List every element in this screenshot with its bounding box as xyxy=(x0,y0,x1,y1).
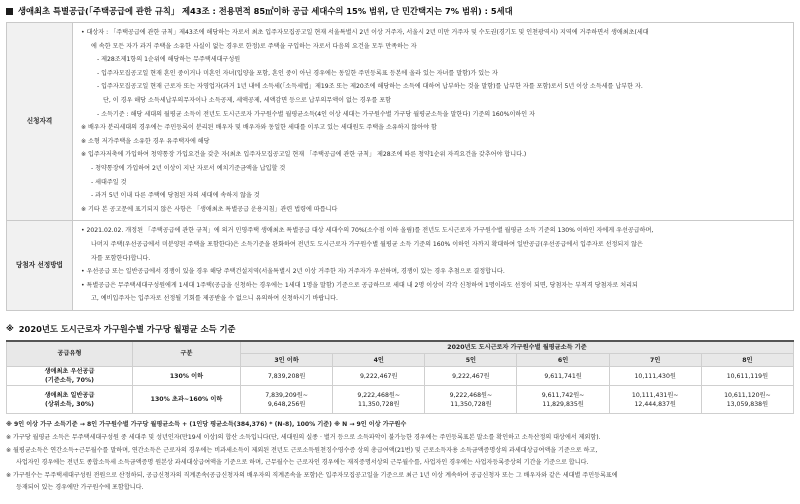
qual-line: - 청약통장에 가입하여 2년 이상이 지난 자로서 예치기준금액을 납입할 것 xyxy=(91,164,286,172)
income-type-cell xyxy=(7,367,133,386)
sel-line: 나머지 주택(우선공급에서 미분양된 주택을 포함한다)은 소득기준을 완화하여 전년도 도시근로자 가구원수별 월평균 소득 기준의 160% 이하인 자까지 확대하여 일반공급(우선공급에서 입주자로 선정되지 않은 xyxy=(91,240,643,248)
income-value: 9,611,741원 xyxy=(544,372,582,380)
income-value: 11,350,728원 xyxy=(450,400,492,408)
income-col-criterion: 구분 xyxy=(133,341,241,367)
sel-line: • 특별공급은 무주택세대구성원에게 1세대 1주택(공급을 신청하는 경우에는 1세대 1명을 말함) 기준으로 공급하므로 세대 내 2명 이상이 각각 신청하여 1명이라도 선정이 되면, 당첨자는 부적격 당첨자로 처리되 xyxy=(81,281,638,289)
qual-line: ※ 배우자 분리세대의 경우에는 주민등록이 분리된 배우자 및 배우자와 동일한 세대를 이루고 있는 세대원도 주택을 소유하지 않아야 함 xyxy=(81,124,437,132)
income-row-priority xyxy=(7,367,794,386)
income-value: 7,839,208원 xyxy=(267,372,306,380)
qual-line: ※ 소형 저가주택을 소유한 경우 유주택자에 해당 xyxy=(81,137,210,145)
square-bullet-icon xyxy=(6,8,13,15)
sel-line: • 2021.02.02. 개정된 「주택공급에 관한 규칙」에 의거 민영주택 생애최초 특별공급 대상 세대수의 70%(소수점 이하 올림)를 전년도 도시근로자 가구원수별 월평균 소득 기준의 130% 이하인 자에게 우선공급하며, xyxy=(81,227,654,235)
qual-line: 에 속한 모든 자가 과거 주택을 소유한 사실이 없는 경우로 한정)로 주택을 구입하는 자로서 다음의 요건을 모두 만족하는 자 xyxy=(91,42,417,50)
income-value: 9,222,467원 xyxy=(360,372,398,380)
income-row-general xyxy=(7,386,794,414)
income-type-line: (상위소득, 30%) xyxy=(45,400,94,408)
income-value: 11,829,835원 xyxy=(542,400,584,408)
income-value: 10,611,119원 xyxy=(726,372,769,380)
income-col-group: 2020년도 도시근로자 가구원수별 월평균소득 기준 xyxy=(241,341,794,354)
income-value: 13,059,838원 xyxy=(726,400,769,408)
qualification-body xyxy=(73,23,794,221)
qualification-table xyxy=(6,22,794,311)
qual-line: - 세대주일 것 xyxy=(91,178,127,186)
income-value: 9,648,256원 xyxy=(267,400,306,408)
income-value-cell xyxy=(609,367,701,386)
income-value: 10,111,430원 xyxy=(634,372,676,380)
income-member-header: 5인 xyxy=(425,354,517,367)
note-line: ※ 가구원수는 무주택세대구성원 전원으로 산정하되, 공급신청자의 직계존속(공급신청자의 배우자의 직계존속을 포함)은 입주자모집공고일을 기준으로 최근 1년 이상 계속하여 공급신청자 또는 그 배우자와 같은 세대별 주민등록표에 xyxy=(6,471,618,479)
income-value: 10,111,431원~ xyxy=(631,391,679,399)
selection-header: 당첨자 선정방법 xyxy=(7,221,73,311)
income-value: 9,222,468원~ xyxy=(449,391,493,399)
income-value: 10,611,120원~ xyxy=(724,391,771,399)
income-title-text: 2020년도 도시근로자 가구원수별 가구당 월평균 소득 기준 xyxy=(18,323,236,334)
qual-line: - 소득기준 : 해당 세대의 월평균 소득이 전년도 도시근로자 가구원수별 월평균소득(4인 이상 세대는 가구원수별 가구당 월평균소득을 말한다) 기준의 160%이하인 자 xyxy=(97,110,535,118)
income-value-cell xyxy=(701,386,793,414)
selection-row xyxy=(7,221,794,311)
qualification-row xyxy=(7,23,794,221)
income-value-cell xyxy=(517,367,609,386)
income-value-cell xyxy=(425,386,517,414)
income-criterion-cell: 130% 이하 xyxy=(133,367,241,386)
income-value: 7,839,209원~ xyxy=(265,391,308,399)
note-line: ※ 가구당 월평균 소득은 무주택세대구성원 중 세대주 및 성년인자(만19세 이상)의 합산 소득입니다(단, 세대원의 실종 · 별거 등으로 소득파악이 불가능한 경우에는 주민등록표본 말소를 확인하고 소득산정의 대상에서 제외함). xyxy=(6,433,601,441)
income-value-cell xyxy=(517,386,609,414)
income-type-line: 생애최초 일반공급 xyxy=(44,391,95,399)
sel-line: • 우선공급 또는 일반공급에서 경쟁이 있을 경우 해당 주택건설지역(서울특별시 2년 이상 거주한 자) 거주자가 우선하며, 경쟁이 있는 경우 추첨으로 결정합니다. xyxy=(81,268,505,276)
income-value-cell xyxy=(425,367,517,386)
qual-line: - 제28조제1항의 1순위에 해당하는 무주택세대구성원 xyxy=(97,56,241,64)
note-line: ※ 9인 이상 가구 소득기준 → 8인 가구원수별 가구당 월평균소득 + (1인당 평균소득(384,376) * (N-8), 100% 기준) ※ N → 9인 이상 가구원수 xyxy=(6,421,407,429)
selection-body xyxy=(73,221,794,311)
income-header-row xyxy=(7,341,794,354)
income-value: 11,350,728원 xyxy=(358,400,400,408)
income-type-line: (기준소득, 70%) xyxy=(45,377,94,385)
income-type-cell xyxy=(7,386,133,414)
note-line: ※ 월평균소득은 연간소득÷근무월수를 말하며, 연간소득은 근로자의 경우에는 비과세소득이 제외된 전년도 근로소득원천징수영수증 상의 총급여액(21번) 및 근로소득자용 소득금액증명상의 과세대상급여액을 기준으로 하고, xyxy=(6,446,598,454)
qual-line: - 입주자모집공고일 현재 혼인 중이거나 미혼인 자녀(입양을 포함, 혼인 중이 아닌 경우에는 동일한 주민등록표 등본에 올라 있는 자녀를 말함)가 있는 자 xyxy=(97,69,498,77)
income-notes xyxy=(6,419,794,495)
income-value-cell xyxy=(609,386,701,414)
income-value: 9,222,467원 xyxy=(452,372,490,380)
income-col-type: 공급유형 xyxy=(7,341,133,367)
income-title xyxy=(6,321,794,337)
income-criterion-cell: 130% 초과~160% 이하 xyxy=(133,386,241,414)
qualification-header: 신청자격 xyxy=(7,23,73,221)
sel-line: 고, 예비입주자는 입주자로 선정될 기회를 제공받을 수 없으니 유의하여 신청하시기 바랍니다. xyxy=(91,295,338,303)
income-type-line: 생애최초 우선공급 xyxy=(44,368,95,376)
income-member-header: 7인 xyxy=(609,354,701,367)
income-value-cell xyxy=(701,367,793,386)
income-value-cell xyxy=(241,367,333,386)
income-value-cell xyxy=(241,386,333,414)
income-member-header: 6인 xyxy=(517,354,609,367)
section-title xyxy=(6,4,794,18)
reference-mark-icon: ※ xyxy=(6,323,14,333)
income-value: 9,222,468원~ xyxy=(357,391,401,399)
qual-line: • 대상자 : 「주택공급에 관한 규칙」제43조에 해당하는 자로서 최초 입주자모집공고일 현재 서울특별시 2년 이상 거주자, 서울시 2년 미만 거주자 및 수도권(경기도 및 인천광역시) 지역에 거주하면서 생애최초(세대 xyxy=(81,29,649,36)
income-member-header: 8인 xyxy=(701,354,793,367)
qual-line: - 입주자모집공고일 현재 근로자 또는 자영업자(과거 1년 내에 소득세(「소득세법」제19조 또는 제20조에 해당하는 소득에 대하여 납부하는 것을 말함)를 납부한 자를 포함)로서 5년 이상 소득세를 납부한 자. xyxy=(97,83,643,91)
income-value: 12,444,837원 xyxy=(634,400,676,408)
note-line: 사업자인 경우에는 전년도 종합소득세 소득금액증명 원본상 과세대상급여액을 기준으로 하며, 근무월수는 근로자인 경우에는 재직증명서상의 근무월수를, 사업자인 경우에는 사업자등록증상의 기간을 기준으로 합니다. xyxy=(16,459,589,467)
income-table xyxy=(6,340,794,415)
qual-line: ※ 입주자저축에 가입하여 청약통장 가입요건을 갖춘 자(최초 입주자모집공고일 현재 「주택공급에 관한 규칙」 제28조에 따른 청약1순위 자격요건을 갖추어야 합니다.) xyxy=(81,151,527,159)
sel-line: 자를 포함한다)합니다. xyxy=(91,254,151,262)
income-value-cell xyxy=(333,367,425,386)
income-value-cell xyxy=(333,386,425,414)
income-value: 9,611,742원~ xyxy=(541,391,585,399)
note-line: 등재되어 있는 경우에만 가구원수에 포함합니다. xyxy=(16,484,144,492)
qual-line: - 과거 5년 이내 다른 주택에 당첨된 자의 세대에 속하지 않을 것 xyxy=(91,192,260,200)
income-member-header: 3인 이하 xyxy=(241,354,333,367)
qual-line: ※ 기타 본 공고문에 표기되지 않은 사항은 「생애최초 특별공급 운용지침」관련 법령에 따릅니다 xyxy=(81,205,338,213)
income-member-header: 4인 xyxy=(333,354,425,367)
section-title-text: 생애최초 특별공급(「주택공급에 관한 규칙」 제43조 : 전용면적 85㎡이하 공급 세대수의 15% 범위, 단 민간택지는 7% 범위) : 5세대 xyxy=(18,5,513,16)
qual-line: 단, 이 경우 해당 소득세납부의무자이나 소득공제, 세액공제, 세액감면 등으로 납부의무액이 없는 경우를 포함 xyxy=(103,96,392,104)
